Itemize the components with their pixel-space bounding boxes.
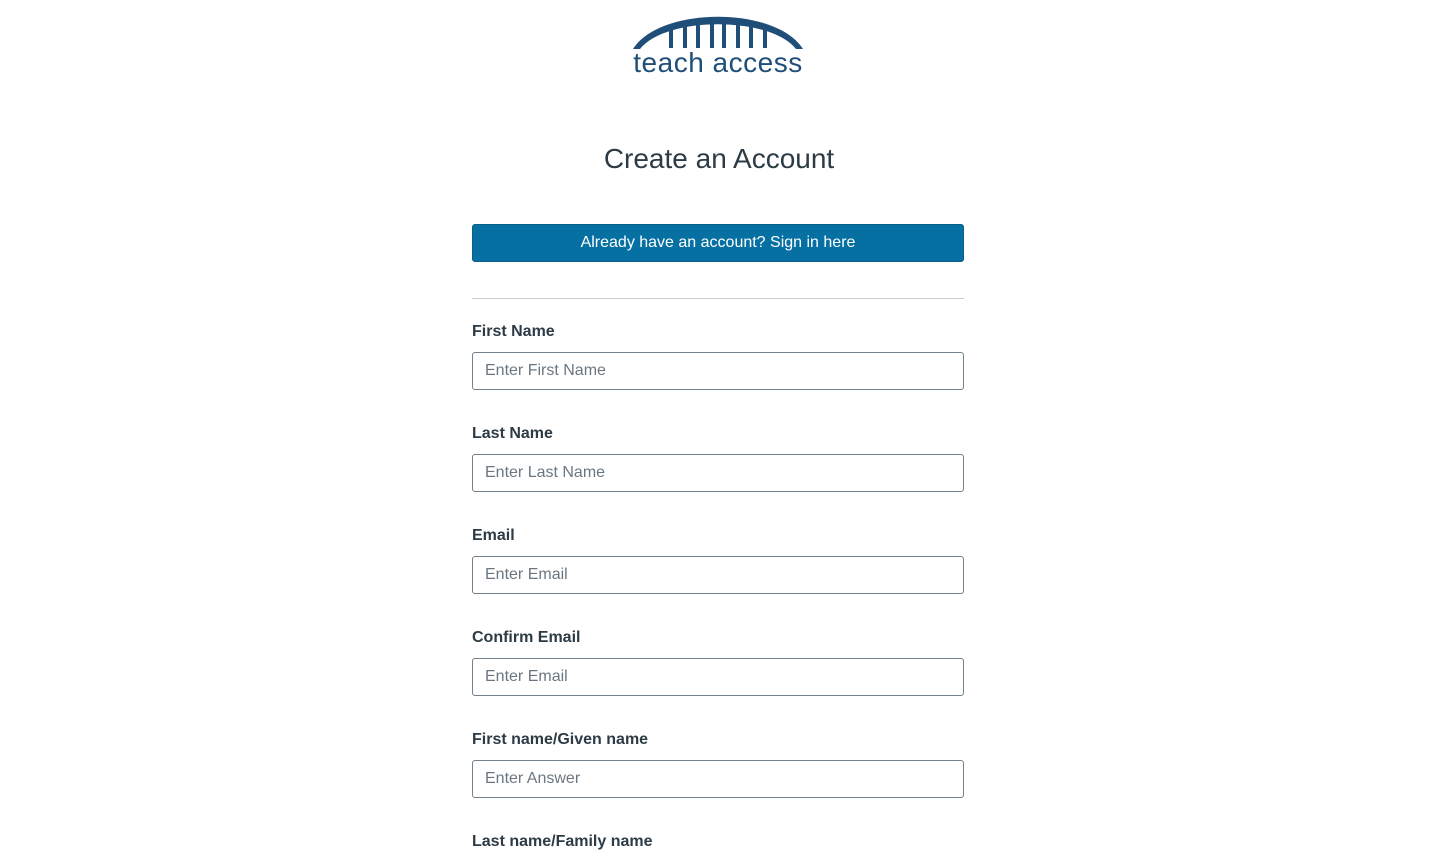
family-name-label: Last name/Family name — [472, 833, 653, 850]
bridge-icon — [630, 12, 806, 52]
given-name-label: First name/Given name — [472, 731, 649, 748]
email-input[interactable] — [472, 556, 964, 594]
confirm-email-input[interactable] — [472, 658, 964, 696]
teach-access-logo — [630, 12, 806, 80]
family-name-field — [472, 831, 964, 853]
page-title: Create an Account — [603, 143, 835, 174]
email-field — [472, 525, 964, 594]
last-name-field — [472, 423, 964, 492]
last-name-input[interactable] — [472, 454, 964, 492]
create-account-form — [472, 224, 964, 853]
given-name-field — [472, 729, 964, 798]
divider — [472, 298, 964, 299]
confirm-email-field — [472, 627, 964, 696]
sign-in-button[interactable]: Already have an account? Sign in here — [472, 224, 964, 262]
first-name-field — [472, 321, 964, 390]
confirm-email-label: Confirm Email — [472, 629, 581, 646]
given-name-input[interactable] — [472, 760, 964, 798]
last-name-label: Last Name — [472, 425, 553, 442]
email-label: Email — [472, 527, 515, 544]
first-name-label: First Name — [472, 323, 555, 340]
logo-wordmark: teach access — [633, 47, 803, 78]
first-name-input[interactable] — [472, 352, 964, 390]
